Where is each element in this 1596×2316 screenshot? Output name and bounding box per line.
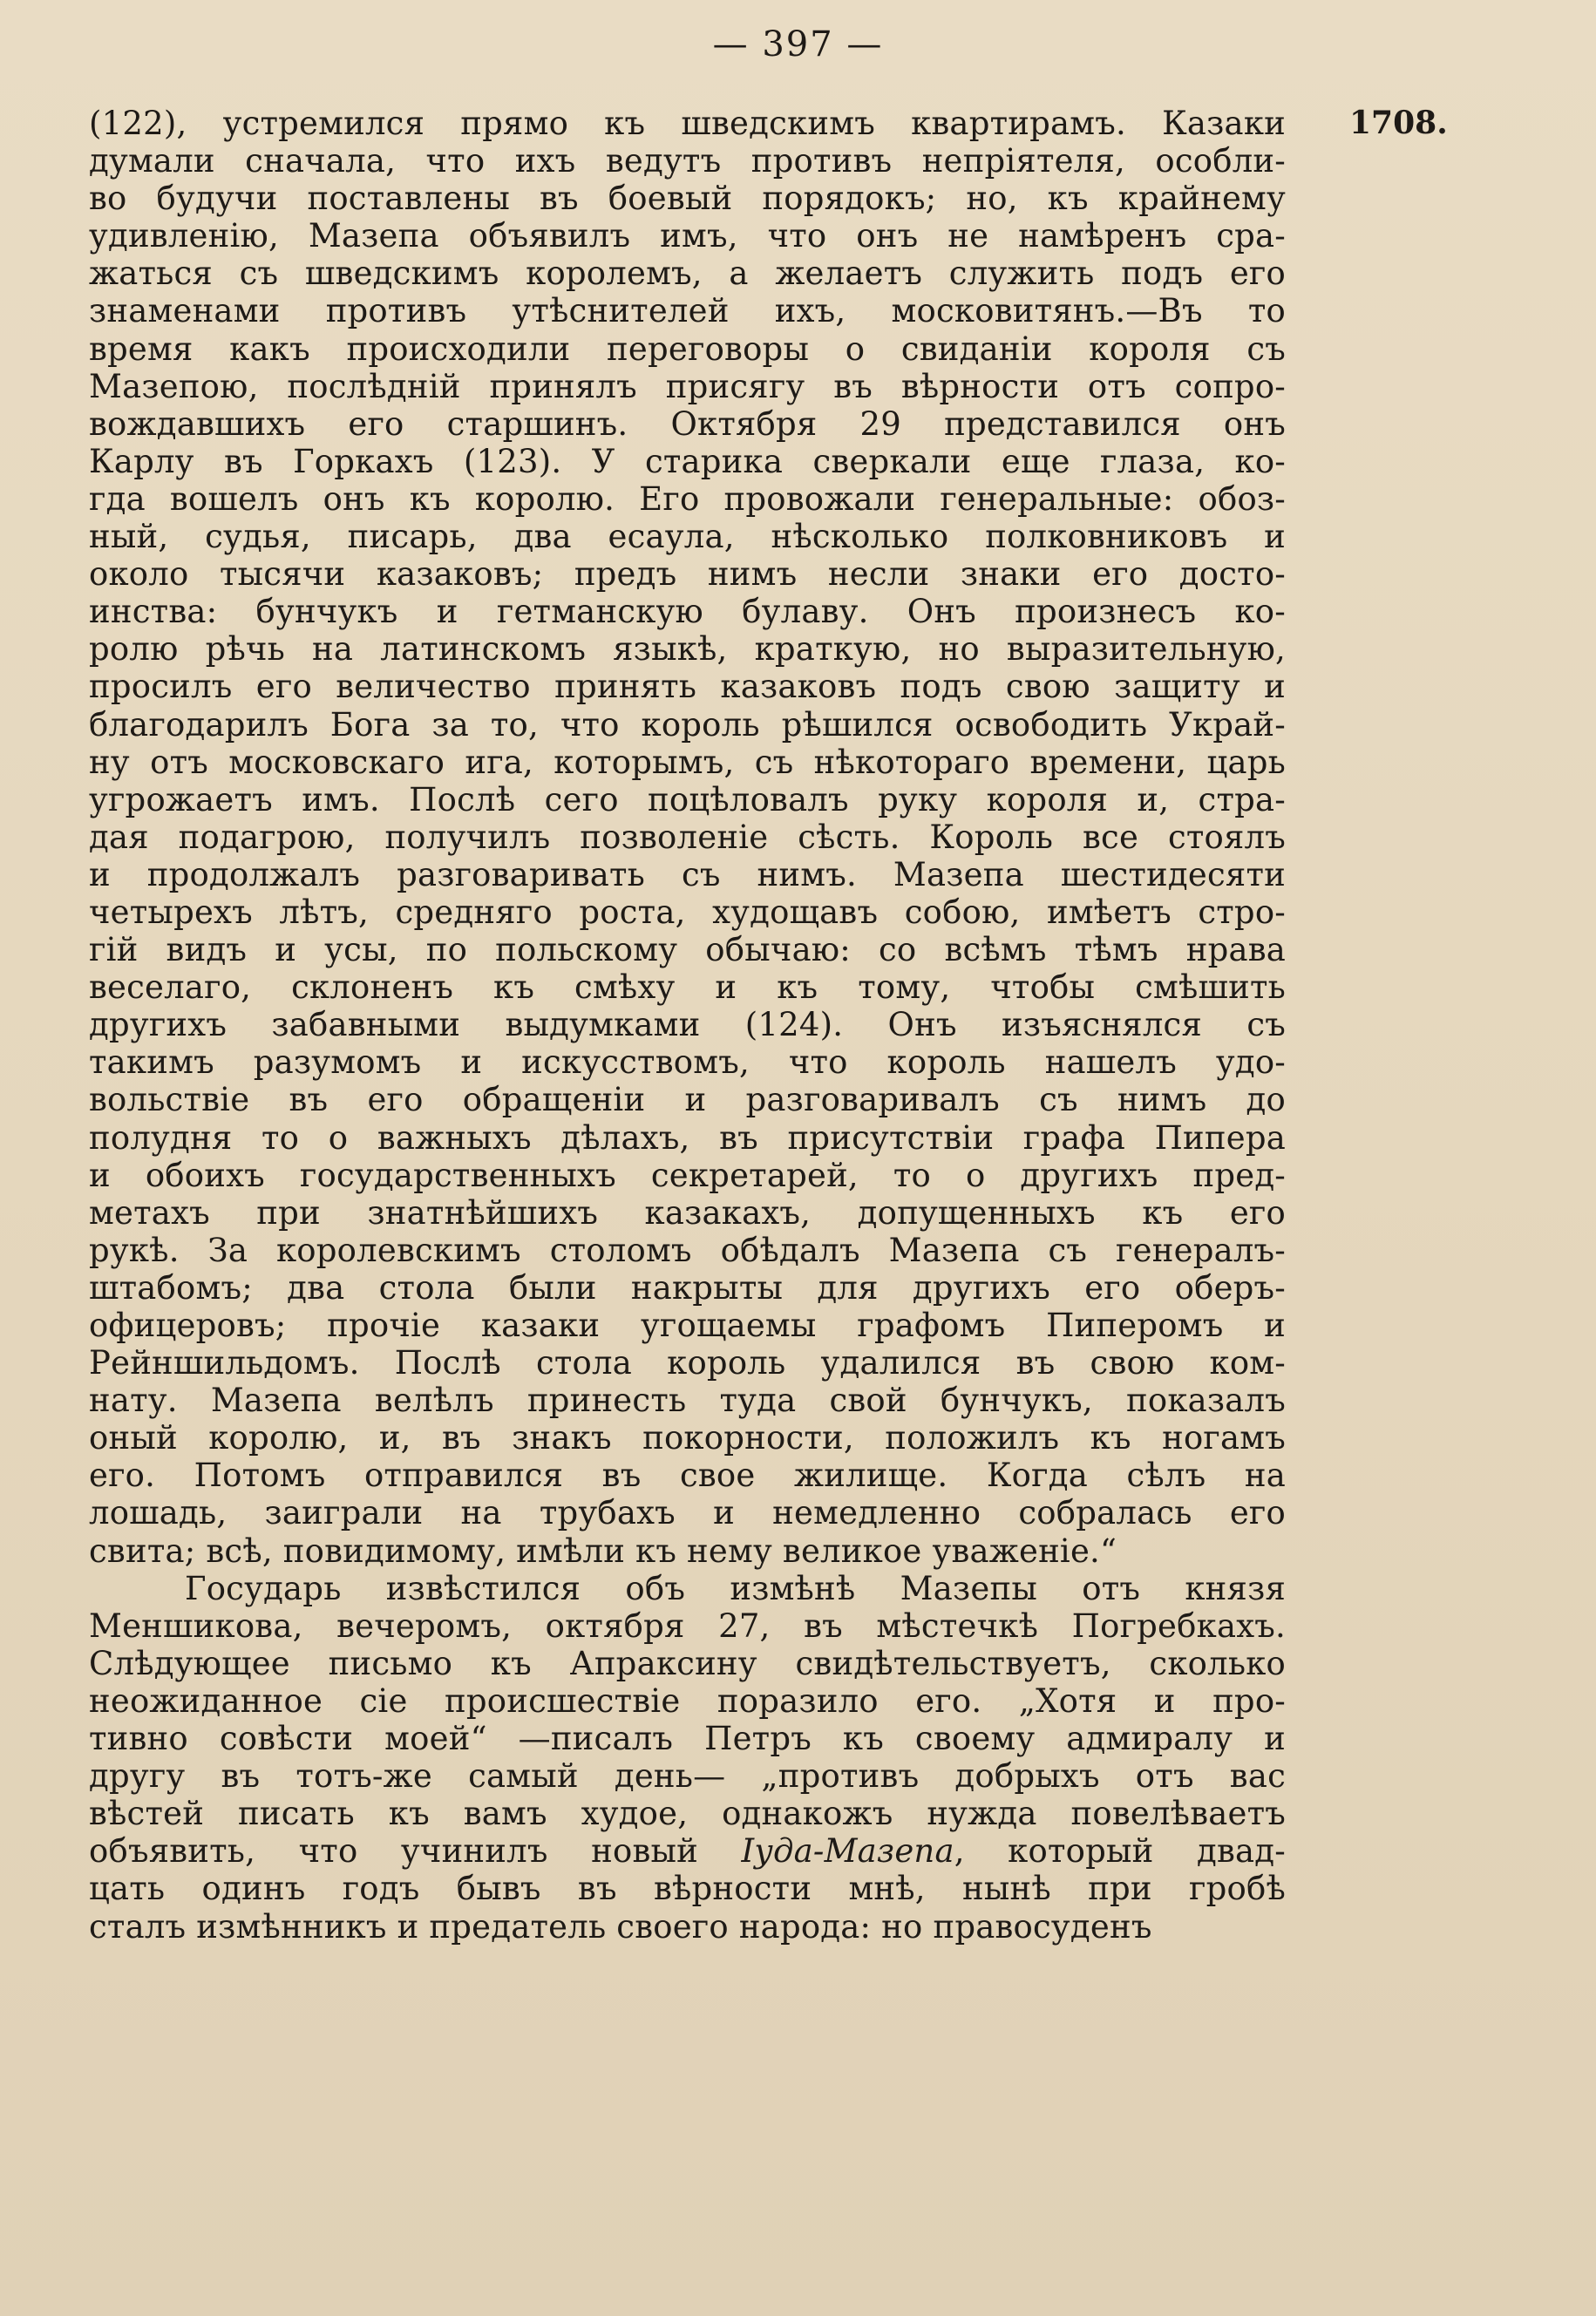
text-line: штабомъ; два стола были накрыты для другихъ его оберъ- [89, 1268, 1286, 1307]
text-line: Слѣдующее письмо къ Апраксину свидѣтельствуетъ, сколько [89, 1644, 1286, 1682]
text-line: нату. Мазепа велѣлъ принесть туда свой бунчукъ, показалъ [89, 1382, 1286, 1420]
text-line: неожиданное сіе происшествіе поразило его. „Хотя и про- [89, 1681, 1286, 1720]
text-line: Мазепою, послѣдній принялъ присягу въ вѣрности отъ сопро- [89, 367, 1286, 405]
text-line: цать одинъ годъ бывъ въ вѣрности мнѣ, нынѣ при гробѣ [89, 1870, 1286, 1908]
text-line: сталъ измѣнникъ и предатель своего народа: но правосуденъ [89, 1907, 1152, 1946]
text-line: такимъ разумомъ и искусствомъ, что король нашелъ удо- [89, 1043, 1286, 1082]
text-line: и обоихъ государственныхъ секретарей, то о другихъ пред- [89, 1156, 1286, 1194]
text-line-tail: , который двад- [954, 1832, 1286, 1871]
text-line: ный, судья, писарь, два есаула, нѣсколько полковниковъ и [89, 518, 1286, 556]
text-line: лошадь, заиграли на трубахъ и немедленно собралась его [89, 1494, 1286, 1532]
text-line: Государь извѣстился объ измѣнѣ Мазепы отъ князя [185, 1569, 1286, 1607]
text-line: просилъ его величество принять казаковъ подъ свою защиту и [89, 668, 1286, 706]
text-line: офицеровъ; прочіе казаки угощаемы графомъ Пиперомъ и [89, 1307, 1286, 1344]
text-line: рукѣ. За королевскимъ столомъ обѣдалъ Мазепа съ генералъ- [89, 1231, 1286, 1269]
text-line: инства: бунчукъ и гетманскую булаву. Онъ произнесъ ко- [89, 593, 1286, 631]
text-line-head: объявить, что учинилъ новый [89, 1832, 698, 1871]
text-line: ну отъ московскаго ига, которымъ, съ нѣкотораго времени, царь [89, 743, 1286, 781]
text-line: тивно совѣсти моей“ —писалъ Петръ къ своему адмиралу и [89, 1720, 1286, 1758]
margin-year-note: 1708. [1349, 105, 1448, 141]
text-line: Меншикова, вечеромъ, октября 27, въ мѣстечкѣ Погребкахъ. [89, 1606, 1286, 1645]
text-line: его. Потомъ отправился въ свое жилище. Когда сѣлъ на [89, 1457, 1286, 1495]
text-line: благодарилъ Бога за то, что король рѣшился освободить Украй- [89, 705, 1286, 744]
text-line: вѣстей писать къ вамъ худое, однакожъ нужда повелѣваетъ [89, 1795, 1286, 1833]
text-line: и продолжалъ разговаривать съ нимъ. Мазепа шестидесяти [89, 855, 1286, 893]
text-line: время какъ происходили переговоры о свиданіи короля съ [89, 329, 1286, 368]
text-line: гда вошелъ онъ къ королю. Его провожали генеральные: обоз- [89, 479, 1286, 518]
text-line: (122), устремился прямо къ шведскимъ квартирамъ. Казаки [89, 105, 1286, 142]
italic-name: Іуда-Мазепа [741, 1832, 954, 1871]
body-text [89, 105, 1286, 1946]
text-line: Рейншильдомъ. Послѣ стола король удалился въ свою ком- [89, 1344, 1286, 1382]
text-line: жаться съ шведскимъ королемъ, а желаетъ служить подъ его [89, 255, 1286, 293]
text-line: Карлу въ Горкахъ (123). У старика сверкали еще глаза, ко- [89, 442, 1286, 480]
text-line: ролю рѣчь на латинскомъ языкѣ, краткую, но выразительную, [89, 630, 1286, 669]
text-line: угрожаетъ имъ. Послѣ сего поцѣловалъ руку короля и, стра- [89, 780, 1286, 818]
text-line: во будучи поставлены въ боевый порядокъ; но, къ крайнему [89, 180, 1286, 218]
text-line: думали сначала, что ихъ ведутъ противъ непріятеля, особли- [89, 142, 1286, 180]
text-line: оный королю, и, въ знакъ покорности, положилъ къ ногамъ [89, 1419, 1286, 1457]
text-line: четырехъ лѣтъ, средняго роста, худощавъ собою, имѣетъ стро- [89, 893, 1286, 931]
text-line: полудня то о важныхъ дѣлахъ, въ присутствіи графа Пипера [89, 1118, 1286, 1157]
text-line: веселаго, склоненъ къ смѣху и къ тому, чтобы смѣшить [89, 968, 1286, 1007]
text-line: гій видъ и усы, по польскому обычаю: со всѣмъ тѣмъ нрава [89, 931, 1286, 969]
text-line-mixed [89, 1832, 1286, 1870]
page-number: — 397 — [712, 24, 884, 65]
text-line: другихъ забавными выдумками (124). Онъ изъяснялся съ [89, 1006, 1286, 1044]
text-line: метахъ при знатнѣйшихъ казакахъ, допущенныхъ къ его [89, 1193, 1286, 1232]
text-line: знаменами противъ утѣснителей ихъ, московитянъ.—Въ то [89, 292, 1286, 330]
text-line: свита; всѣ, повидимому, имѣли къ нему великое уваженіе.“ [89, 1532, 1117, 1570]
text-line: вождавшихъ его старшинъ. Октября 29 представился онъ [89, 404, 1286, 443]
text-line: удивленію, Мазепа объявилъ имъ, что онъ не намѣренъ сра- [89, 217, 1286, 255]
text-line: вольствіе въ его обращеніи и разговаривалъ съ нимъ до [89, 1081, 1286, 1119]
text-line: около тысячи казаковъ; предъ нимъ несли знаки его досто- [89, 555, 1286, 594]
text-line: дая подагрою, получилъ позволеніе сѣсть. Король все стоялъ [89, 818, 1286, 856]
text-line: другу въ тотъ-же самый день— „противъ добрыхъ отъ вас [89, 1757, 1286, 1796]
